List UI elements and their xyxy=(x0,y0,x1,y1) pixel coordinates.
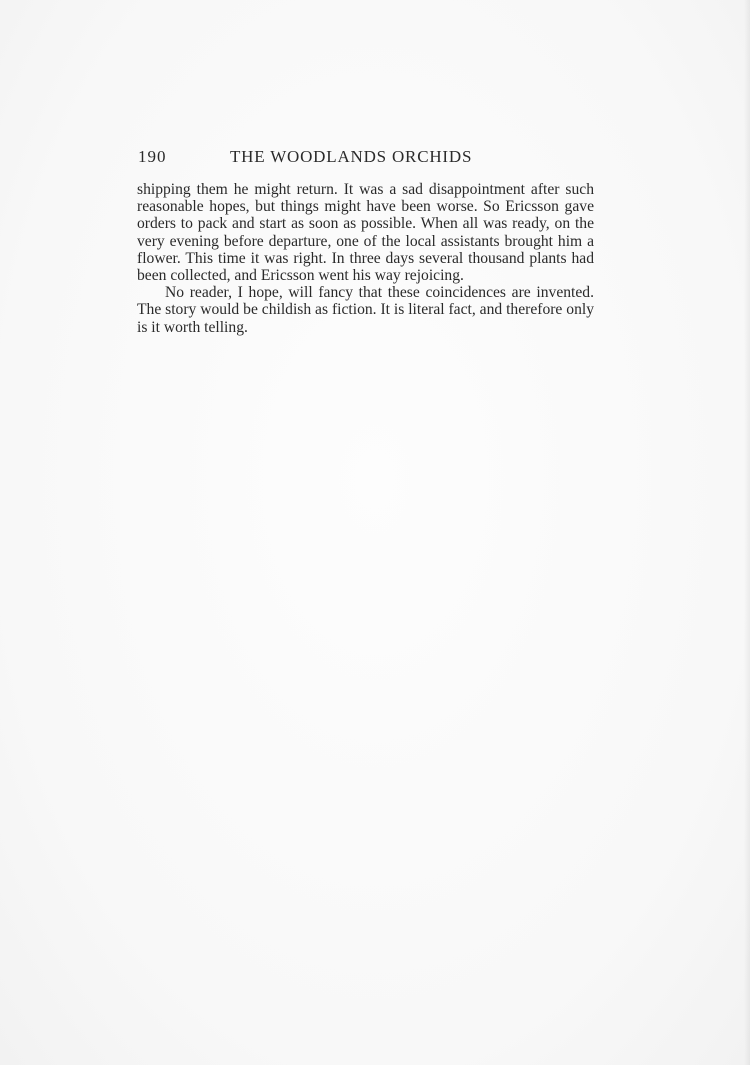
page-number: 190 xyxy=(138,147,167,166)
running-header xyxy=(138,147,594,169)
body-text xyxy=(137,181,594,336)
page-edge-shadow xyxy=(744,0,750,1065)
paragraph: No reader, I hope, will fancy that these coincidences are invented. The story would be childish as fiction. It is literal fact, and therefore only is it worth telling. xyxy=(137,284,594,336)
running-title: THE WOODLANDS ORCHIDS xyxy=(230,147,473,166)
paragraph-continued: shipping them he might return. It was a sad disappointment after such reasonable hopes, but things might have been worse. So Ericsson gave orders to pack and start as soon as possible. When all was ready, on the very evening before departure, one of the local assistants brought him a flower. This time it was right. In three days several thousand plants had been collected, and Ericsson went his way rejoicing. xyxy=(137,181,594,285)
